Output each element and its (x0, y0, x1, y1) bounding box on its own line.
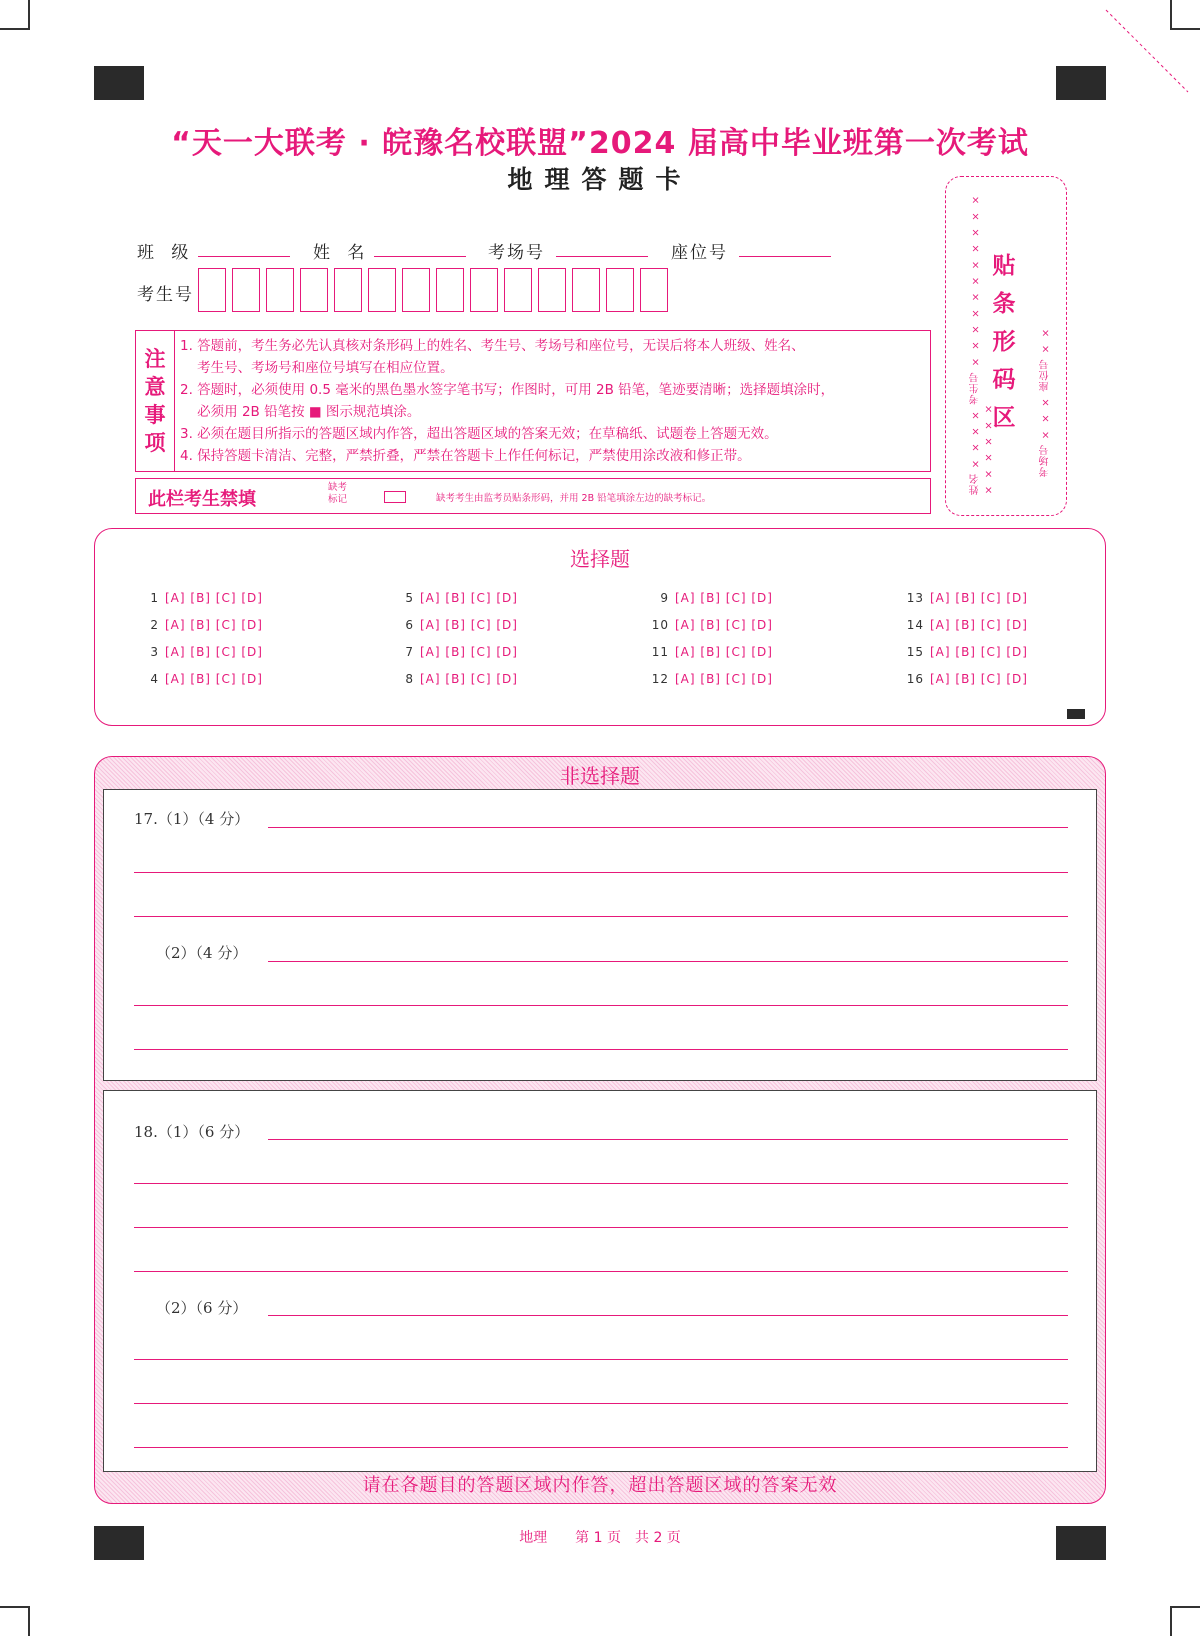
answer-line[interactable] (134, 1227, 1068, 1228)
choice-question-number: 6 (405, 618, 414, 632)
multiple-choice-section (94, 528, 1106, 726)
choice-question[interactable] (394, 618, 518, 632)
student-id-digit-box[interactable] (198, 268, 226, 312)
room-label: 考场号 (488, 243, 545, 263)
choice-question-number: 11 (651, 645, 669, 659)
choice-question-number: 1 (150, 591, 159, 605)
student-id-digit-box[interactable] (266, 268, 294, 312)
answer-line[interactable] (134, 1447, 1068, 1448)
answer-line[interactable] (134, 1005, 1068, 1006)
answer-line[interactable] (134, 872, 1068, 873)
choice-question[interactable] (649, 672, 773, 686)
crop-mark (0, 28, 30, 30)
choice-question-number: 3 (150, 645, 159, 659)
position-mark (94, 66, 144, 100)
choice-question-number: 9 (660, 591, 669, 605)
free-response-title: 非选择题 (560, 764, 640, 788)
question-18-1-label: 18.（1）（6 分） (134, 1123, 250, 1141)
choice-question-number: 7 (405, 645, 414, 659)
absent-mark-box[interactable] (384, 491, 406, 503)
answer-line[interactable] (134, 1403, 1068, 1404)
absent-mark-label: 缺考 标记 (328, 482, 348, 505)
choice-options[interactable]: [A] [B] [C] [D] (420, 618, 518, 632)
choice-question[interactable] (904, 591, 1028, 605)
notice-heading-char: 注 (144, 347, 166, 371)
crop-mark (0, 1606, 30, 1608)
choice-options[interactable]: [A] [B] [C] [D] (675, 672, 773, 686)
notice-item: 2. 答题时，必须使用 0.5 毫米的黑色墨水签字笔书写；作图时，可用 2B 铅笔，笔迹要清晰；选择题填涂时， (180, 382, 835, 398)
answer-line[interactable] (268, 961, 1068, 962)
choice-options[interactable]: [A] [B] [C] [D] (675, 645, 773, 659)
notice-item: 4. 保持答题卡清洁、完整，严禁折叠，严禁在答题卡上作任何标记，严禁使用涂改液和修正带。 (180, 448, 751, 464)
notice-heading-char: 意 (144, 375, 166, 399)
notice-item: 必须用 2B 铅笔按 ■ 图示规范填涂。 (180, 404, 421, 420)
choice-question-number: 10 (651, 618, 669, 632)
choice-options[interactable]: [A] [B] [C] [D] (930, 672, 1028, 686)
notice-items (180, 335, 924, 467)
choice-question[interactable] (649, 591, 773, 605)
notice-box (135, 330, 931, 472)
choice-question-number: 5 (405, 591, 414, 605)
choice-options[interactable]: [A] [B] [C] [D] (930, 618, 1028, 632)
choice-question[interactable] (904, 618, 1028, 632)
student-id-digit-box[interactable] (368, 268, 396, 312)
absent-mark-note: 缺考考生由监考员贴条形码，并用 2B 铅笔填涂左边的缺考标记。 (436, 493, 712, 504)
student-id-digit-box[interactable] (402, 268, 430, 312)
class-label: 班 级 (137, 243, 195, 263)
choice-question-number: 2 (150, 618, 159, 632)
choice-options[interactable]: [A] [B] [C] [D] (420, 645, 518, 659)
answer-line[interactable] (268, 827, 1068, 828)
crop-mark (1170, 1606, 1172, 1636)
seat-field[interactable] (739, 238, 831, 257)
choice-options[interactable]: [A] [B] [C] [D] (675, 591, 773, 605)
question-17-1-label: 17.（1）（4 分） (134, 810, 250, 828)
choice-options[interactable]: [A] [B] [C] [D] (930, 645, 1028, 659)
position-mark-small (1067, 709, 1085, 719)
free-response-section (94, 756, 1106, 1504)
answer-area-warning: 请在各题目的答题区域内作答，超出答题区域的答案无效 (362, 1475, 838, 1496)
choice-options[interactable]: [A] [B] [C] [D] (165, 672, 263, 686)
choice-question[interactable] (904, 672, 1028, 686)
notice-heading-char: 项 (144, 431, 166, 455)
question-17-2-label: （2）（4 分） (156, 944, 248, 962)
choice-question[interactable] (394, 591, 518, 605)
position-mark (1056, 66, 1106, 100)
answer-line[interactable] (268, 1315, 1068, 1316)
choice-options[interactable]: [A] [B] [C] [D] (420, 591, 518, 605)
page-footer: 地理 第 1 页 共 2 页 (519, 1530, 681, 1546)
choice-question-number: 8 (405, 672, 414, 686)
choice-question[interactable] (649, 645, 773, 659)
multiple-choice-title: 选择题 (570, 547, 630, 571)
student-id-digit-box[interactable] (504, 268, 532, 312)
barcode-area (945, 176, 1067, 516)
choice-question-number: 15 (906, 645, 924, 659)
name-label: 姓 名 (313, 243, 371, 263)
notice-item: 考生号、考场号和座位号填写在相应位置。 (180, 360, 454, 376)
choice-options[interactable]: [A] [B] [C] [D] (165, 618, 263, 632)
crop-mark (28, 0, 30, 30)
student-id-digit-box[interactable] (300, 268, 328, 312)
choice-question[interactable] (649, 618, 773, 632)
choice-options[interactable]: [A] [B] [C] [D] (165, 645, 263, 659)
barcode-sample-right: 考场号 × × × 座位号 × × (1040, 325, 1051, 477)
notice-item: 3. 必须在题目所指示的答题区域内作答，超出答题区域的答案无效；在草稿纸、试题卷上答题无效。 (180, 426, 778, 442)
crop-mark (1170, 1606, 1200, 1608)
question-18-box (103, 1090, 1097, 1472)
choice-question[interactable] (139, 591, 263, 605)
choice-question-number: 13 (906, 591, 924, 605)
student-id-digit-box[interactable] (538, 268, 566, 312)
staff-only-area (135, 478, 931, 514)
barcode-label: 贴条形码区 (992, 253, 1016, 431)
choice-options[interactable]: [A] [B] [C] [D] (165, 591, 263, 605)
choice-options[interactable]: [A] [B] [C] [D] (930, 591, 1028, 605)
answer-line[interactable] (134, 1183, 1068, 1184)
notice-heading (136, 331, 175, 471)
student-id-digit-box[interactable] (334, 268, 362, 312)
class-field[interactable] (198, 238, 290, 257)
choice-question[interactable] (394, 672, 518, 686)
student-id-digit-box[interactable] (470, 268, 498, 312)
answer-sheet-subtitle: 地理答题卡 (507, 165, 693, 194)
student-id-digit-box[interactable] (572, 268, 600, 312)
choice-question-number: 14 (906, 618, 924, 632)
student-id-digit-box[interactable] (606, 268, 634, 312)
room-field[interactable] (556, 238, 648, 257)
choice-question[interactable] (394, 645, 518, 659)
answer-line[interactable] (134, 1271, 1068, 1272)
staff-only-label: 此栏考生禁填 (148, 489, 256, 510)
answer-line[interactable] (134, 1049, 1068, 1050)
answer-line[interactable] (268, 1139, 1068, 1140)
question-17-box (103, 789, 1097, 1081)
choice-options[interactable]: [A] [B] [C] [D] (420, 672, 518, 686)
notice-item: 1. 答题前，考生务必先认真核对条形码上的姓名、考生号、考场号和座位号，无误后将本人班级、姓名、 (180, 338, 805, 354)
exam-title: “天一大联考 · 皖豫名校联盟”2024 届高中毕业班第一次考试 (171, 126, 1029, 161)
choice-question[interactable] (139, 618, 263, 632)
choice-question-number: 4 (150, 672, 159, 686)
question-18-2-label: （2）（6 分） (156, 1299, 248, 1317)
seat-label: 座位号 (671, 243, 728, 263)
fold-corner-line (1100, 0, 1200, 100)
answer-line[interactable] (134, 916, 1068, 917)
student-id-label: 考生号 (137, 285, 194, 305)
choice-question-number: 16 (906, 672, 924, 686)
answer-line[interactable] (134, 1359, 1068, 1360)
crop-mark (28, 1606, 30, 1636)
student-id-digit-box[interactable] (640, 268, 668, 312)
notice-heading-char: 事 (144, 403, 166, 427)
student-id-digit-box[interactable] (232, 268, 260, 312)
choice-question[interactable] (139, 645, 263, 659)
barcode-sample-left: 姓名 × × × × 考生号 × × × × × × × × × × × × × × × × × (970, 193, 994, 495)
choice-question[interactable] (904, 645, 1028, 659)
choice-options[interactable]: [A] [B] [C] [D] (675, 618, 773, 632)
choice-question-number: 12 (651, 672, 669, 686)
choice-question[interactable] (139, 672, 263, 686)
student-id-digit-box[interactable] (436, 268, 464, 312)
name-field[interactable] (374, 238, 466, 257)
